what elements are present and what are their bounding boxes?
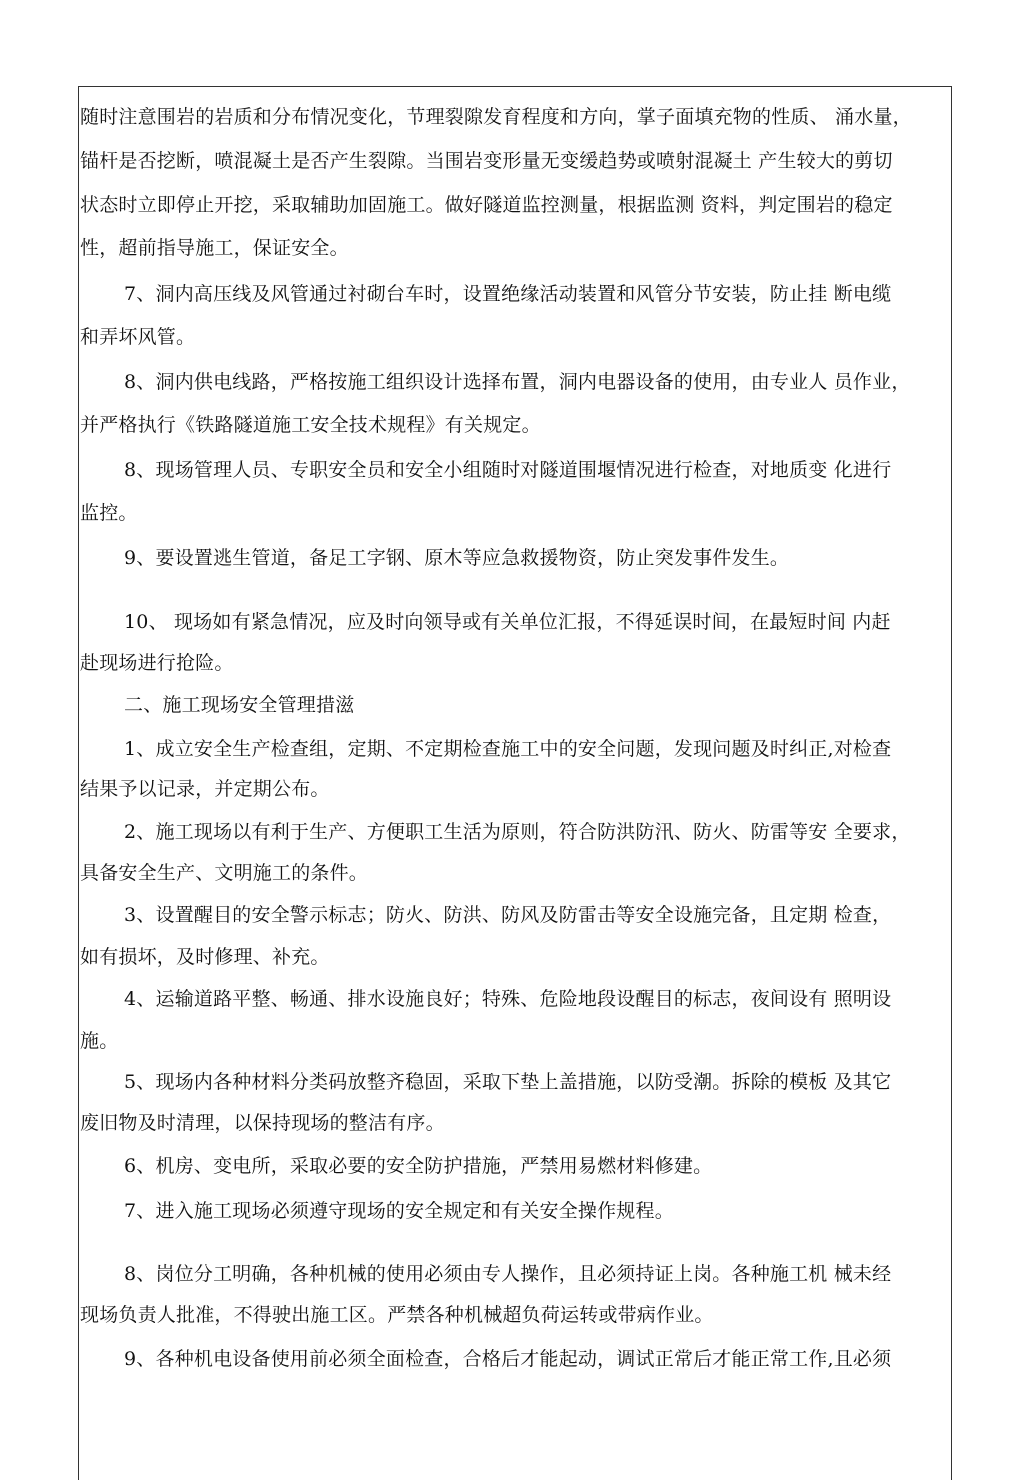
text-line: 施。: [80, 1030, 119, 1052]
text-line: 8、岗位分工明确，各种机械的使用必须由专人操作，且必须持证上岗。各种施工机 械未经: [124, 1263, 892, 1285]
section-heading: 二、施工现场安全管理措滋: [124, 694, 355, 716]
text-line: 监控。: [80, 502, 138, 524]
text-line: 和弄坏风管。: [80, 326, 196, 348]
text-line: 现场负责人批准，不得驶出施工区。严禁各种机械超负荷运转或带病作业。: [80, 1304, 714, 1326]
text-line: 3、设置醒目的安全警示标志；防火、防洪、防风及防雷击等安全设施完备，且定期 检查，: [124, 904, 892, 926]
text-line: 10、 现场如有紧急情况，应及时向领导或有关单位汇报，不得延误时间，在最短时间 内赶: [124, 611, 891, 633]
text-line: 8、洞内供电线路，严格按施工组织设计选择布置，洞内电器设备的使用，由专业人 员作业，: [124, 371, 911, 393]
text-line: 4、运输道路平整、畅通、排水设施良好；特殊、危险地段设醒目的标志，夜间设有 照明设: [124, 988, 892, 1010]
text-line: 1、成立安全生产检查组，定期、不定期检查施工中的安全问题，发现问题及时纠正,对检查: [124, 738, 892, 760]
text-line: 结果予以记录，并定期公布。: [80, 778, 330, 800]
text-line: 7、洞内高压线及风管通过衬砌台车时，设置绝缘活动装置和风管分节安装，防止挂 断电缆: [124, 283, 892, 305]
text-line: 废旧物及时清理，以保持现场的整洁有序。: [80, 1112, 445, 1134]
text-line: 8、现场管理人员、专职安全员和安全小组随时对隧道围堰情况进行检查，对地质变 化进行: [124, 459, 892, 481]
text-line: 锚杆是否挖断，喷混凝土是否产生裂隙。当围岩变形量无变缓趋势或喷射混凝土 产生较大的剪切: [80, 150, 893, 172]
text-line: 9、要设置逃生管道，备足工字钢、原木等应急救援物资，防止突发事件发生。: [124, 547, 790, 569]
text-line: 7、进入施工现场必须遵守现场的安全规定和有关安全操作规程。: [124, 1200, 674, 1222]
text-line: 赴现场进行抢险。: [80, 652, 234, 674]
text-line: 如有损坏，及时修理、补充。: [80, 946, 330, 968]
text-line: 具备安全生产、文明施工的条件。: [80, 862, 369, 884]
text-line: 并严格执行《铁路隧道施工安全技术规程》有关规定。: [80, 414, 541, 436]
text-line: 性，超前指导施工，保证安全。: [80, 237, 349, 259]
text-line: 随时注意围岩的岩质和分布情况变化，节理裂隙发育程度和方向，掌子面填充物的性质、 涌水量，: [80, 106, 912, 128]
text-line: 状态时立即停止开挖，采取辅助加固施工。做好隧道监控测量，根据监测 资料，判定围岩的稳定: [80, 194, 893, 216]
text-line: 9、各种机电设备使用前必须全面检查，合格后才能起动，调试正常后才能正常工作,且必须: [124, 1348, 892, 1370]
text-line: 5、现场内各种材料分类码放整齐稳固，采取下垫上盖措施，以防受潮。拆除的模板 及其它: [124, 1071, 892, 1093]
text-line: 2、施工现场以有利于生产、方便职工生活为原则，符合防洪防汛、防火、防雷等安 全要求，: [124, 821, 911, 843]
text-line: 6、机房、变电所，采取必要的安全防护措施，严禁用易燃材料修建。: [124, 1155, 713, 1177]
